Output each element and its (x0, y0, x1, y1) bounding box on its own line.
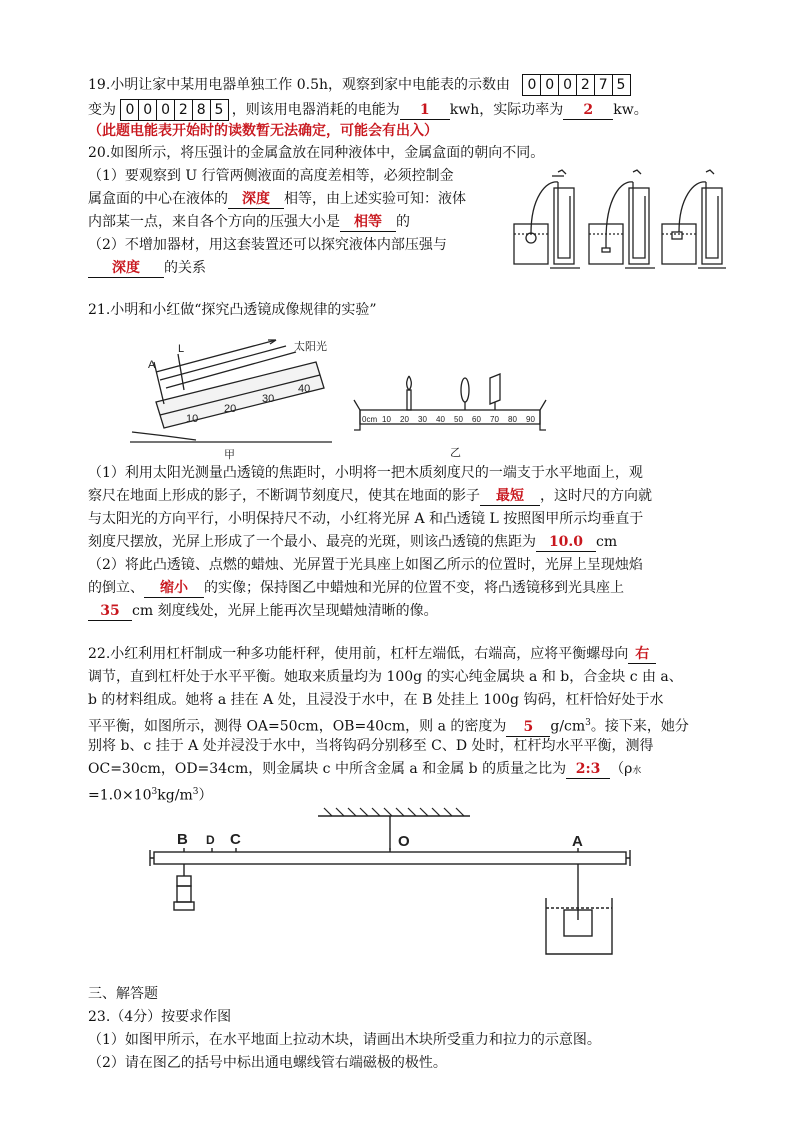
q22-text: 平平衡，如图所示，测得 OA=50cm，OB=40cm，则 a 的密度为 (88, 718, 507, 735)
q19-line1 (88, 74, 629, 96)
q20-text: 相等，由上述实验可知：液体 (284, 191, 466, 207)
q19-answer-energy: 1 (400, 102, 450, 120)
q20-text: 属盒面的中心在液体的 (88, 191, 228, 207)
bench-tick: 40 (436, 415, 445, 424)
q22-text: （ρ (610, 761, 633, 777)
meter-start-reading (522, 74, 629, 96)
meter-digit: 0 (558, 74, 577, 96)
bench-tick: 30 (418, 415, 427, 424)
bench-tick: 20 (400, 415, 409, 424)
fig-jia-label-a: A (148, 359, 156, 371)
q21-text: cm 刻度线处，光屏上能再次呈现蜡烛清晰的像。 (132, 603, 438, 619)
q21-answer-focal: 10.0 (536, 534, 596, 552)
lever-label-d: D (206, 833, 215, 847)
q21-line1: （1）利用太阳光测量凸透镜的焦距时，小明将一把木质刻度尺的一端支于水平地面上，观 (88, 465, 643, 481)
q20-line3 (88, 189, 466, 209)
meter-digit: 0 (120, 99, 139, 121)
q19-text1: 19.小明让家中某用电器单独工作 0.5h，观察到家中电能表的示数由 (88, 77, 510, 93)
q22-subscript: 水 (632, 766, 642, 776)
fig-jia-caption: 甲 (224, 449, 235, 460)
q22-text: =1.0×10 (88, 787, 152, 804)
q23-title: 23.（4分）按要求作图 (88, 1009, 232, 1025)
q22-superscript: 3 (192, 787, 199, 797)
q19-text5: kw。 (613, 102, 648, 118)
fig-jia-label-sun: 太阳光 (294, 341, 327, 353)
q20-line2: （1）要观察到 U 行管两侧液面的高度差相等，必须控制金 (88, 168, 454, 184)
q20-line1: 20.如图所示，将压强计的金属盒放在同种液体中，金属盒面的朝向不同。 (88, 145, 545, 161)
q23-line1: （1）如图甲所示，在水平地面上拉动木块，请画出木块所受重力和拉力的示意图。 (88, 1032, 601, 1048)
ruler-tick: 10 (186, 413, 199, 425)
q22-superscript: 3 (585, 718, 591, 728)
ruler-tick: 30 (262, 393, 275, 405)
bench-tick: 90 (526, 415, 535, 424)
q22-superscript: 3 (151, 787, 158, 797)
q20-line6 (88, 258, 206, 278)
q21-answer-35: 35 (88, 603, 132, 621)
q19-text4: kwh，实际功率为 (449, 102, 564, 118)
q20-answer-equal: 相等 (340, 214, 396, 232)
q22-line5: 别将 b、c 挂于 A 处并浸没于水中，当将钩码分别移至 C、D 处时，杠杆均水平平衡，测得 (88, 738, 654, 754)
q22-line6 (88, 759, 641, 781)
q22-answer-ratio: 2:3 (566, 761, 610, 779)
q22-answer-density: 5 (506, 719, 550, 737)
q20-line4 (88, 212, 410, 232)
q21-text: 的实像；保持图乙中蜡烛和光屏的位置不变，将凸透镜移到光具座上 (204, 580, 624, 596)
q21-line6 (88, 578, 624, 598)
section3-title: 三、解答题 (88, 986, 158, 1002)
q22-text: ） (198, 787, 213, 804)
q22-text: OC=30cm，OD=34cm，则金属块 c 中所含金属 a 和金属 b 的质量之比为 (88, 761, 567, 777)
meter-end-reading (120, 99, 227, 121)
q21-line3: 与太阳光的方向平行，小明保持尺不动，小红将光屏 A 和凸透镜 L 按照图甲所示均垂直于 (88, 511, 644, 527)
meter-digit: 5 (210, 99, 229, 121)
ruler-tick: 40 (298, 383, 311, 395)
figure-jia-ruler (126, 332, 336, 460)
q20-text: 内部某一点，来自各个方向的压强大小是 (88, 214, 340, 230)
q21-text: ，这时尺的方向就 (540, 488, 652, 504)
q21-title: 21.小明和小红做“探究凸透镜成像规律的实验” (88, 302, 377, 318)
q22-text: g/cm (550, 718, 586, 735)
bench-tick: 50 (454, 415, 463, 424)
q19-answer-power: 2 (563, 102, 613, 120)
lever-label-b: B (177, 831, 188, 848)
q20-answer-depth: 深度 (228, 191, 284, 209)
meter-digit: 2 (576, 74, 595, 96)
q22-text: 。接下来，她分 (590, 718, 689, 735)
q22-text: 22.小红利用杠杆制成一种多功能杆秤，使用前，杠杆左端低，右端高，应将平衡螺母向 (88, 646, 629, 662)
bench-tick: 0cm (362, 415, 378, 424)
q21-text: 刻度尺摆放，光屏上形成了一个最小、最亮的光斑，则该凸透镜的焦距为 (88, 534, 536, 550)
q21-text: 的倒立、 (88, 580, 144, 596)
q21-line2 (88, 486, 652, 506)
q21-line7 (88, 601, 438, 621)
q21-answer-smaller: 缩小 (144, 580, 204, 598)
q20-text: 的 (396, 214, 410, 230)
fig-yi-caption: 乙 (450, 447, 461, 459)
ruler-tick: 20 (224, 403, 237, 415)
bench-tick: 80 (508, 415, 517, 424)
q21-text: 察尺在地面上形成的影子，不断调节刻度尺，使其在地面的影子 (88, 488, 480, 504)
q21-answer-shortest: 最短 (480, 488, 540, 506)
q20-line5: （2）不增加器材，用这套装置还可以探究液体内部压强与 (88, 237, 447, 253)
bench-tick: 10 (382, 415, 391, 424)
q22-line7 (88, 782, 212, 806)
pressure-gauge-figure (506, 168, 726, 276)
meter-digit: 0 (540, 74, 559, 96)
q21-text: cm (596, 534, 618, 550)
lever-figure (146, 804, 646, 960)
meter-digit: 8 (192, 99, 211, 121)
lever-label-a: A (572, 833, 583, 850)
meter-digit: 2 (174, 99, 193, 121)
meter-digit: 0 (138, 99, 157, 121)
q19-note: （此题电能表开始时的读数暂无法确定，可能会有出入） (88, 123, 438, 139)
lever-label-o: O (398, 833, 410, 850)
q20-answer-depth2: 深度 (88, 260, 164, 278)
meter-digit: 5 (612, 74, 631, 96)
q22-text: kg/m (157, 787, 193, 804)
q19-text3: ，则该用电器消耗的电能为 (231, 102, 400, 118)
figure-yi-optical-bench (350, 370, 560, 460)
q20-text: 的关系 (164, 260, 206, 276)
meter-digit: 7 (594, 74, 613, 96)
q21-line4 (88, 532, 617, 552)
lever-label-c: C (230, 831, 241, 848)
q19-text2: 变为 (88, 102, 116, 118)
bench-tick: 60 (472, 415, 481, 424)
q22-line1 (88, 644, 656, 664)
bench-tick: 70 (490, 415, 499, 424)
q22-line2: 调节，直到杠杆处于水平平衡。她取来质量均为 100g 的实心纯金属块 a 和 b，合金块 c 由 a、 (88, 669, 683, 685)
q19-line2 (88, 99, 648, 121)
q22-line4 (88, 713, 689, 737)
q23-line2: （2）请在图乙的括号中标出通电螺线管右端磁极的极性。 (88, 1055, 447, 1071)
meter-digit: 0 (522, 74, 541, 96)
fig-jia-label-l: L (178, 343, 185, 355)
meter-digit: 0 (156, 99, 175, 121)
q21-line5: （2）将此凸透镜、点燃的蜡烛、光屏置于光具座上如图乙所示的位置时，光屏上呈现烛焰 (88, 557, 643, 573)
q22-answer-right: 右 (628, 646, 656, 664)
q22-line3: b 的材料组成。她将 a 挂在 A 处，且浸没于水中，在 B 处挂上 100g 钩码，杠杆恰好处于水 (88, 692, 664, 708)
